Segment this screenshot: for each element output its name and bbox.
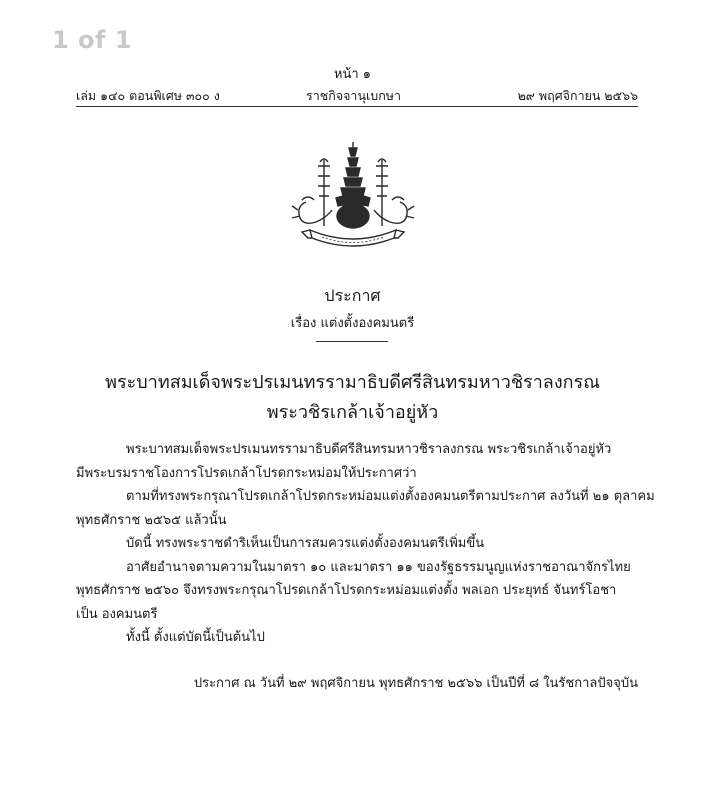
publication-date: ๒๙ พฤศจิกายน ๒๕๖๖ xyxy=(517,88,638,103)
header-divider xyxy=(76,106,638,107)
volume-info: เล่ม ๑๔๐ ตอนพิเศษ ๓๐๐ ง xyxy=(76,88,220,103)
paragraph-2-line-1: ตามที่ทรงพระกรุณาโปรดเกล้าโปรดกระหม่อมแต่งตั้งองคมนตรีตามประกาศ ลงวันที่ ๒๑ ตุลาคม xyxy=(126,489,655,504)
title-divider xyxy=(316,341,388,342)
document-type: ประกาศ xyxy=(324,286,381,305)
page-counter: 1 of 1 xyxy=(52,26,133,54)
paragraph-3-line-1: บัดนี้ ทรงพระราชดำริเห็นเป็นการสมควรแต่งตั้งองคมนตรีเพิ่มขึ้น xyxy=(126,536,485,551)
page-number: หน้า ๑ xyxy=(333,67,372,82)
document-subject: เรื่อง แต่งตั้งองคมนตรี xyxy=(290,316,415,331)
paragraph-4-line-3: เป็น องคมนตรี xyxy=(76,606,158,622)
paragraph-5-line-1: ทั้งนี้ ตั้งแต่บัดนี้เป็นต้นไป xyxy=(126,630,265,645)
royal-name-line-1: พระบาทสมเด็จพระปรเมนทรรามาธิบดีศรีสินทรมหาวชิราลงกรณ xyxy=(105,372,600,393)
paragraph-4-line-1: อาศัยอำนาจตามความในมาตรา ๑๐ และมาตรา ๑๑ ของรัฐธรรมนูญแห่งราชอาณาจักรไทย xyxy=(126,559,631,575)
paragraph-2-line-2: พุทธศักราช ๒๕๖๕ แล้วนั้น xyxy=(76,512,227,528)
royal-emblem-icon xyxy=(288,140,418,252)
paragraph-1-line-1: พระบาทสมเด็จพระปรเมนทรรามาธิบดีศรีสินทรมหาวชิราลงกรณ พระวชิรเกล้าเจ้าอยู่หัว xyxy=(126,442,612,457)
paragraph-4-line-2: พุทธศักราช ๒๕๖๐ จึงทรงพระกรุณาโปรดเกล้าโปรดกระหม่อมแต่งตั้ง พลเอก ประยุทธ์ จันทร์โอชา xyxy=(76,583,617,598)
royal-name-line-2: พระวชิรเกล้าเจ้าอยู่หัว xyxy=(266,402,439,423)
closing-statement: ประกาศ ณ วันที่ ๒๙ พฤศจิกายน พุทธศักราช ๒๕๖๖ เป็นปีที่ ๘ ในรัชกาลปัจจุบัน xyxy=(193,675,638,691)
announcement-body xyxy=(76,438,655,695)
publication-name: ราชกิจจานุเบกษา xyxy=(306,88,402,103)
paragraph-gap xyxy=(76,650,638,672)
royal-name-heading xyxy=(0,368,705,428)
paragraph-1-line-2: มีพระบรมราชโองการโปรดเกล้าโปรดกระหม่อมให้ประกาศว่า xyxy=(76,465,417,481)
gazette-header xyxy=(76,86,638,104)
